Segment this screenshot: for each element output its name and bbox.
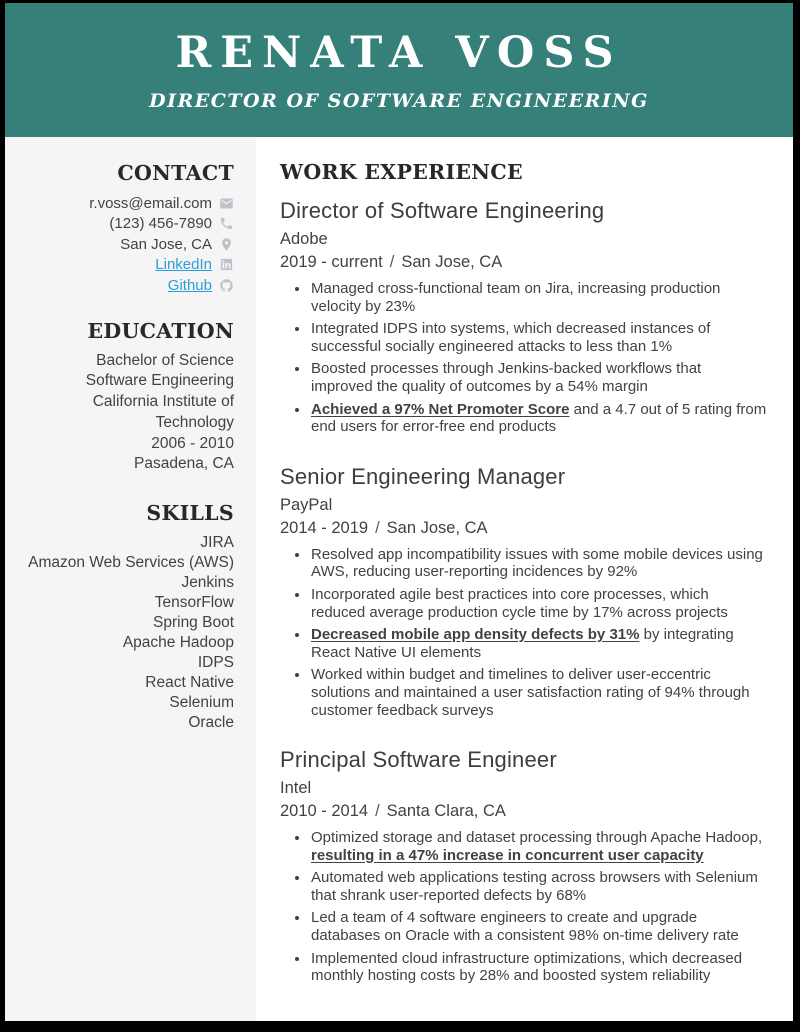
resume-page <box>5 3 793 1021</box>
skill-item: Spring Boot <box>153 614 234 632</box>
job-dates: 2010 - 2014 <box>280 802 369 821</box>
job-company: Intel <box>280 779 312 798</box>
bullet-item <box>310 829 767 864</box>
location-icon <box>219 237 234 252</box>
job-title: Director of Software Engineering <box>280 198 605 223</box>
bullet-item <box>310 546 767 581</box>
phone-icon <box>219 216 234 231</box>
education-line: 2006 - 2010 <box>151 434 234 452</box>
bullet-highlight: Achieved a 97% Net Promoter Score <box>311 400 570 418</box>
contact-section <box>15 161 234 296</box>
dates-location-separator: / <box>389 253 395 271</box>
bullet-text: Boosted processes through Jenkins-backed workflows that improved the quality of outcomes by a 54% margin <box>311 360 702 395</box>
job-entry <box>280 463 767 719</box>
contact-label: r.voss@email.com <box>89 194 212 212</box>
job-bullets <box>280 280 767 436</box>
bullet-item <box>310 666 767 719</box>
bullet-text: Resolved app incompatibility issues with some mobile devices using AWS, reducing user-reporting incidences by 92% <box>311 545 763 581</box>
content-columns <box>5 137 793 1021</box>
jobs-list <box>280 197 767 985</box>
bullet-text: Managed cross-functional team on Jira, increasing production velocity by 23% <box>311 280 721 315</box>
bullet-item <box>310 401 767 436</box>
job-entry <box>280 746 767 985</box>
skill-item: Apache Hadoop <box>122 634 234 652</box>
contact-heading: CONTACT <box>117 161 234 185</box>
job-entry <box>280 197 767 436</box>
contact-label[interactable]: Github <box>167 276 212 294</box>
skill-item: Jenkins <box>181 574 234 592</box>
skill-item: Oracle <box>188 714 234 732</box>
job-company: PayPal <box>280 495 333 514</box>
job-title: Senior Engineering Manager <box>280 463 566 489</box>
header-band <box>5 3 793 137</box>
candidate-title: DIRECTOR OF SOFTWARE ENGINEERING <box>149 89 649 112</box>
contact-item <box>15 193 234 214</box>
bullet-text: Worked within budget and timelines to deliver user-eccentric solutions and maintained a user satisfaction rating of 94% through customer feedback surveys <box>311 666 750 719</box>
skill-item: JIRA <box>200 534 234 552</box>
bullet-item <box>310 586 767 621</box>
dates-location-separator: / <box>375 518 380 537</box>
job-dates-location <box>280 801 767 822</box>
job-title: Principal Software Engineer <box>280 747 557 773</box>
contact-list <box>15 193 234 296</box>
contact-label[interactable]: LinkedIn <box>155 256 212 274</box>
mail-icon <box>219 196 234 211</box>
bullet-text: Integrated IDPS into systems, which decreased instances of successful socially engineered attacks to less than 1% <box>311 320 711 355</box>
contact-item <box>15 214 234 235</box>
job-bullets <box>280 829 767 985</box>
bullet-text: Optimized storage and dataset processing through Apache Hadoop, <box>311 829 763 847</box>
bullet-item <box>310 280 767 315</box>
contact-label: (123) 456-7890 <box>109 215 212 233</box>
bullet-highlight: Decreased mobile app density defects by 31% <box>311 626 640 644</box>
education-heading: EDUCATION <box>87 318 234 343</box>
job-company: Adobe <box>280 230 328 248</box>
skills-section <box>15 501 234 733</box>
job-dates: 2019 - current <box>280 253 383 271</box>
contact-item <box>15 275 234 296</box>
skill-item: IDPS <box>197 654 234 672</box>
bullet-text: Implemented cloud infrastructure optimizations, which decreased monthly hosting costs by 28% and boosted system reliability <box>311 949 743 985</box>
skill-item: TensorFlow <box>154 594 234 612</box>
bullet-item <box>310 320 767 355</box>
skills-heading: SKILLS <box>146 501 234 526</box>
bullet-item <box>310 909 767 944</box>
education-list <box>15 351 234 476</box>
education-line: California Institute of Technology <box>92 393 234 431</box>
skill-item: React Native <box>145 674 234 692</box>
job-location: Santa Clara, CA <box>386 802 506 821</box>
job-location: San Jose, CA <box>401 253 503 271</box>
github-icon <box>219 278 234 293</box>
bullet-highlight: resulting in a 47% increase in concurrent user capacity <box>311 846 704 864</box>
bullet-text: by integrating React Native UI elements <box>311 626 734 661</box>
education-line: Pasadena, CA <box>134 455 234 473</box>
contact-item <box>15 234 234 255</box>
skill-item: Selenium <box>169 694 234 712</box>
contact-label: San Jose, CA <box>120 235 212 253</box>
education-line: Software Engineering <box>85 372 234 390</box>
work-experience-section <box>256 137 793 1021</box>
job-location: San Jose, CA <box>386 518 488 537</box>
bullet-text: and a 4.7 out of 5 rating from end users for error-free end products <box>311 400 767 436</box>
bullet-item <box>310 869 767 904</box>
dates-location-separator: / <box>375 802 380 821</box>
job-bullets <box>280 546 767 719</box>
job-dates-location <box>280 518 767 539</box>
bullet-item <box>310 950 767 985</box>
sidebar <box>5 137 256 1021</box>
education-line: Bachelor of Science <box>96 351 234 369</box>
skills-list <box>15 533 234 733</box>
bullet-item <box>310 360 767 395</box>
work-experience-heading: WORK EXPERIENCE <box>280 160 523 184</box>
job-dates: 2014 - 2019 <box>280 518 369 537</box>
skill-item: Amazon Web Services (AWS) <box>28 554 234 572</box>
bullet-item <box>310 626 767 661</box>
job-dates-location <box>280 252 767 273</box>
bullet-text: Automated web applications testing across browsers with Selenium that shrank user-reported defects by 68% <box>311 869 758 904</box>
linkedin-icon <box>219 257 234 272</box>
education-section <box>15 319 234 476</box>
candidate-name: RENATA VOSS <box>175 28 623 79</box>
bullet-text: Led a team of 4 software engineers to create and upgrade databases on Oracle with a consistent 98% on-time delivery rate <box>311 909 739 945</box>
contact-item <box>15 255 234 276</box>
bullet-text: Incorporated agile best practices into core processes, which reduced average production cycle time by 17% across projects <box>311 585 728 621</box>
